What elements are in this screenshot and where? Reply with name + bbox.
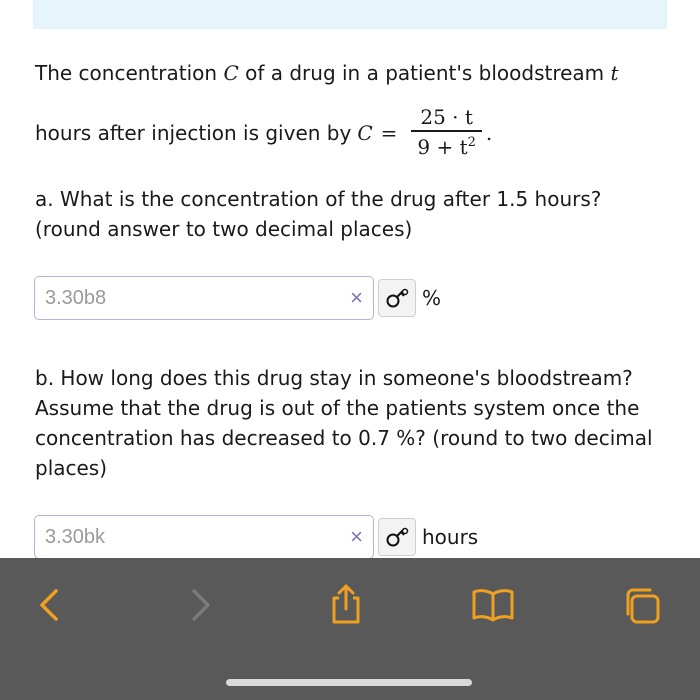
- answer-input-b[interactable]: [34, 515, 374, 559]
- tabs-icon[interactable]: [622, 586, 662, 626]
- question-a: a. What is the concentration of the drug after 1.5 hours? (round answer to two decimal places): [35, 187, 602, 241]
- key-button-a[interactable]: [378, 279, 416, 317]
- formula-numerator: 25 · t: [420, 105, 473, 129]
- answer-row-a: [34, 276, 441, 320]
- top-banner: [33, 0, 667, 29]
- problem-line-2: hours after injection is given by C = $\frac{25 \cdot t}{9 + t^2}$ .: [35, 104, 492, 162]
- formula-fraction: [411, 104, 482, 162]
- clear-icon[interactable]: ×: [350, 524, 363, 549]
- key-icon: [384, 287, 410, 309]
- answer-value-a: 3.30b8: [45, 286, 107, 309]
- formula-denominator: $9 + t^2$: [417, 134, 476, 159]
- home-indicator[interactable]: [226, 679, 472, 686]
- unit-b: hours: [422, 525, 479, 549]
- question-b: b. How long does this drug stay in someone's bloodstream? Assume that the drug is out of the patients system once the concentration has decreased to 0.7 %? (round to two decimal places): [35, 366, 653, 480]
- clear-icon[interactable]: ×: [350, 285, 363, 310]
- unit-a: %: [422, 286, 442, 310]
- key-icon: [384, 526, 410, 548]
- chevron-right-icon[interactable]: [186, 588, 214, 622]
- answer-row-b: [34, 515, 478, 559]
- answer-value-b: 3.30bk: [45, 525, 106, 548]
- share-icon[interactable]: [328, 582, 364, 626]
- chevron-left-icon[interactable]: [36, 588, 64, 622]
- problem-line-1: The concentration C of a drug in a patient's bloodstream t: [35, 61, 619, 85]
- key-button-b[interactable]: [378, 518, 416, 556]
- answer-input-a[interactable]: [34, 276, 374, 320]
- book-icon[interactable]: [470, 588, 516, 622]
